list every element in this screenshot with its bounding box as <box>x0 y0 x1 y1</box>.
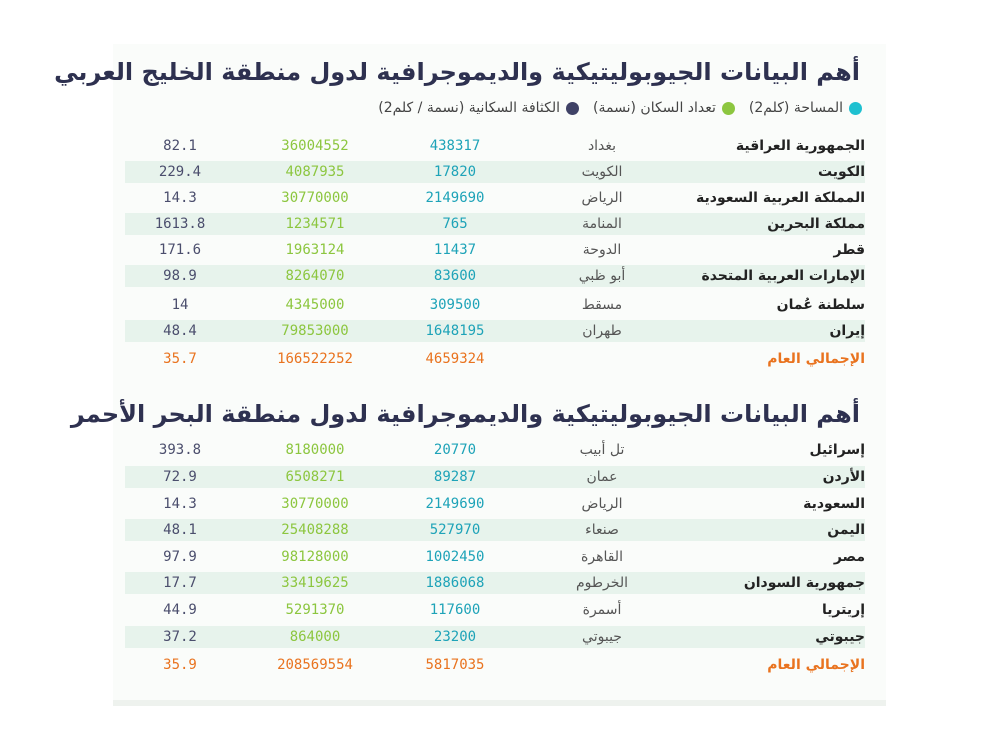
capital-name: بغداد <box>587 138 617 154</box>
population-value: 98128000 <box>281 549 349 565</box>
population-value: 30770000 <box>281 496 349 512</box>
density-value: 229.4 <box>158 164 202 180</box>
total-row <box>125 654 865 676</box>
density-value: 98.9 <box>163 268 197 284</box>
population-value: 6508271 <box>285 469 345 485</box>
area-value: 20770 <box>433 442 477 458</box>
area-value: 527970 <box>429 522 481 538</box>
country-name: مصر <box>833 549 865 565</box>
country-name: الجمهورية العراقية <box>735 138 865 154</box>
area-dot-icon <box>849 102 862 115</box>
capital-name: الرياض <box>581 190 623 206</box>
capital-name: القاهرة <box>581 549 623 565</box>
capital-name: أسمرة <box>582 602 622 618</box>
density-value: 82.1 <box>163 138 197 154</box>
population-value: 8264070 <box>285 268 345 284</box>
legend-area-label: المساحة (كلم2) <box>748 100 843 116</box>
density-value: 48.4 <box>163 323 197 339</box>
population-value: 864000 <box>289 629 341 645</box>
table-row <box>125 135 865 157</box>
country-name: إريتريا <box>821 602 865 618</box>
capital-name: طهران <box>582 323 622 339</box>
capital-name: الدوحة <box>582 242 622 258</box>
country-name: إسرائيل <box>809 442 865 458</box>
red-sea-title: أهم البيانات الجيوبوليتيكية والديموجرافية لدول منطقة البحر الأحمر <box>70 400 860 428</box>
table-row <box>125 599 865 621</box>
area-value: 17820 <box>433 164 477 180</box>
country-name: قطر <box>833 242 865 258</box>
country-name: السعودية <box>803 496 865 512</box>
legend-density-label: الكثافة السكانية (نسمة / كلم2) <box>378 100 561 116</box>
total-label: الإجمالي العام <box>767 657 865 673</box>
table-row <box>125 572 865 594</box>
table-row <box>125 265 865 287</box>
country-name: المملكة العربية السعودية <box>696 190 865 206</box>
density-value: 44.9 <box>163 602 197 618</box>
capital-name: جيبوتي <box>582 629 622 645</box>
table-row <box>125 493 865 515</box>
area-value: 83600 <box>433 268 477 284</box>
density-dot-icon <box>566 102 579 115</box>
population-value: 25408288 <box>281 522 349 538</box>
density-value: 37.2 <box>163 629 197 645</box>
total-row <box>125 348 865 370</box>
area-value: 438317 <box>429 138 481 154</box>
population-value: 4345000 <box>285 297 345 313</box>
capital-name: مسقط <box>581 297 623 313</box>
capital-name: الرياض <box>581 496 623 512</box>
area-value: 2149690 <box>425 190 485 206</box>
density-value: 48.1 <box>163 522 197 538</box>
table-row <box>125 161 865 183</box>
total-density-value: 35.9 <box>163 657 197 673</box>
country-name: جمهورية السودان <box>743 575 865 591</box>
density-value: 1613.8 <box>154 216 206 232</box>
density-value: 17.7 <box>163 575 197 591</box>
total-area-value: 5817035 <box>425 657 485 673</box>
legend-population-label: تعداد السكان (نسمة) <box>593 100 716 116</box>
area-value: 309500 <box>429 297 481 313</box>
density-value: 171.6 <box>158 242 202 258</box>
total-label: الإجمالي العام <box>767 351 865 367</box>
area-value: 11437 <box>433 242 477 258</box>
capital-name: صنعاء <box>585 522 619 538</box>
population-value: 33419625 <box>281 575 349 591</box>
capital-name: الكويت <box>581 164 623 180</box>
capital-name: الخرطوم <box>576 575 628 591</box>
table-row <box>125 439 865 461</box>
table-row <box>125 320 865 342</box>
country-name: جيبوتي <box>815 629 865 645</box>
table-row <box>125 626 865 648</box>
density-value: 72.9 <box>163 469 197 485</box>
gulf-title: أهم البيانات الجيوبوليتيكية والديموجرافية لدول منطقة الخليج العربي <box>54 58 860 86</box>
population-dot-icon <box>722 102 735 115</box>
total-population-value: 166522252 <box>277 351 353 367</box>
density-value: 14 <box>171 297 189 313</box>
table-row <box>125 546 865 568</box>
total-density-value: 35.7 <box>163 351 197 367</box>
legend <box>378 100 862 116</box>
table-row <box>125 519 865 541</box>
population-value: 30770000 <box>281 190 349 206</box>
table-row <box>125 187 865 209</box>
legend-population <box>593 100 735 116</box>
population-value: 8180000 <box>285 442 345 458</box>
area-value: 23200 <box>433 629 477 645</box>
area-value: 1648195 <box>425 323 485 339</box>
area-value: 117600 <box>429 602 481 618</box>
country-name: اليمن <box>827 522 865 538</box>
capital-name: تل أبيب <box>579 442 625 458</box>
density-value: 393.8 <box>158 442 202 458</box>
population-value: 1963124 <box>285 242 345 258</box>
density-value: 97.9 <box>163 549 197 565</box>
capital-name: عمان <box>586 469 618 485</box>
legend-density <box>378 100 579 116</box>
density-value: 14.3 <box>163 496 197 512</box>
population-value: 79853000 <box>281 323 349 339</box>
population-value: 4087935 <box>285 164 345 180</box>
area-value: 1002450 <box>425 549 485 565</box>
capital-name: أبو ظبي <box>578 268 626 284</box>
area-value: 765 <box>442 216 468 232</box>
density-value: 14.3 <box>163 190 197 206</box>
country-name: سلطنة عُمان <box>776 297 865 313</box>
table-row <box>125 239 865 261</box>
table-row <box>125 213 865 235</box>
population-value: 1234571 <box>285 216 345 232</box>
capital-name: المنامة <box>582 216 622 232</box>
country-name: الإمارات العربية المتحدة <box>701 268 865 284</box>
country-name: مملكة البحرين <box>767 216 865 232</box>
population-value: 5291370 <box>285 602 345 618</box>
country-name: الكويت <box>817 164 865 180</box>
total-population-value: 208569554 <box>277 657 353 673</box>
table-row <box>125 466 865 488</box>
legend-area <box>749 100 862 116</box>
area-value: 1886068 <box>425 575 485 591</box>
country-name: إيران <box>829 323 865 339</box>
area-value: 2149690 <box>425 496 485 512</box>
table-row <box>125 294 865 316</box>
area-value: 89287 <box>433 469 477 485</box>
total-area-value: 4659324 <box>425 351 485 367</box>
country-name: الأردن <box>822 469 865 485</box>
population-value: 36004552 <box>281 138 349 154</box>
